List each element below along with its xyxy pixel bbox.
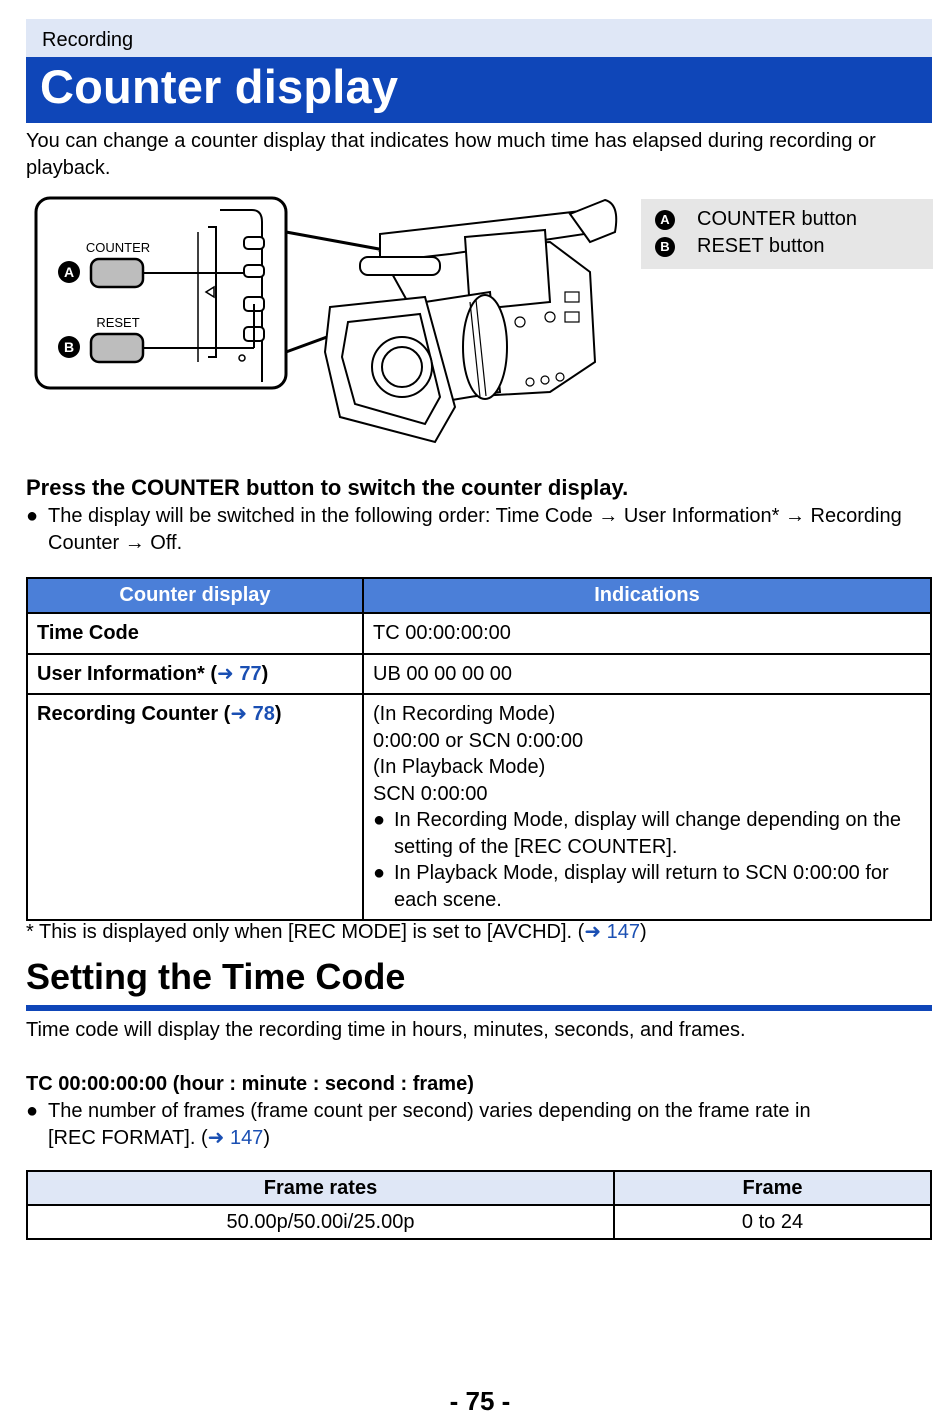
row-name-user-information [27,654,363,695]
row-name-end: ) [261,662,269,685]
page-title: Counter display [40,60,399,113]
legend-item-counter [655,208,857,231]
legend-badge-a: A [655,210,675,230]
row-value-user-information: UB 00 00 00 00 [363,654,931,695]
table-row [27,613,931,654]
page-link-78[interactable]: ➜ 78 [230,703,275,725]
indication-line: (In Playback Mode) [373,756,546,778]
timecode-bullet-content [26,1098,856,1152]
timecode-bullet [26,1098,856,1152]
badge-b-figure: B [63,339,75,355]
table-row [27,1205,931,1239]
table-row [27,654,931,695]
cell-frame-rate: 50.00p/50.00i/25.00p [27,1205,614,1239]
row-value-recording-counter [363,694,931,920]
timecode-bullet-end: ) [263,1127,270,1149]
bullet-dot: ● [26,505,39,527]
page-number: - 75 - [449,1386,511,1416]
footnote [26,919,647,944]
col-header-frame-rates: Frame rates [27,1171,614,1205]
row-name-time-code: Time Code [27,613,363,654]
legend-text-counter: COUNTER button [697,208,858,230]
section-label: Recording [42,29,134,51]
legend-text-reset: RESET button [697,235,825,257]
heading-rule [26,1005,932,1011]
counter-table [26,577,932,921]
cell-frame: 0 to 24 [614,1205,931,1239]
indication-bullet-text: In Recording Mode, display will change depending on the setting of the [REC COUNTER]. [394,809,902,858]
bullet-dot: ● [26,1100,39,1122]
counter-table-header [27,578,931,613]
row-value-time-code: TC 00:00:00:00 [363,613,931,654]
step-bullet [26,503,932,557]
badge-a-figure: A [63,264,75,280]
intro-text: You can change a counter display that indicates how much time has elapsed during recording or playback. [26,130,876,179]
row-name-recording-counter [27,694,363,920]
indication-bullet [373,807,921,860]
row-name-end: ) [274,703,282,725]
row-name-text: User Information* ( [37,662,218,685]
indication-line: 0:00:00 or SCN 0:00:00 [373,729,584,752]
col-header-frame: Frame [614,1171,931,1205]
row-name-text: Recording Counter ( [37,703,231,725]
reset-label: RESET [96,315,140,330]
page-link-147[interactable]: ➜ 147 [584,921,641,943]
legend-box [641,199,933,269]
indication-bullet-text: In Playback Mode, display will return to SCN 0:00:00 for each scene. [394,862,889,911]
camera-figure [30,192,630,450]
counter-label: COUNTER [85,240,151,255]
footnote-end: ) [640,921,647,943]
step-heading: Press the COUNTER button to switch the counter display. [26,475,629,500]
bullet-dot: ● [373,862,386,884]
indication-line: SCN 0:00:00 [373,782,488,805]
timecode-intro: Time code will display the recording time in hours, minutes, seconds, and frames. [26,1019,746,1041]
timecode-bullet-text: The number of frames (frame count per second) varies depending on the frame rate in [REC FORMAT]. ( [48,1100,811,1149]
indication-line: (In Recording Mode) [373,703,556,725]
indication-bullet [373,860,921,913]
page-link-147[interactable]: ➜ 147 [207,1127,264,1149]
step-bullet-text: The display will be switched in the following order: Time Code → User Information* → Recording Counter → Off. [48,505,902,554]
section-heading: Setting the Time Code [26,956,406,997]
table-row [27,694,931,920]
legend-badge-b: B [655,237,675,257]
col-header-indications: Indications [363,578,931,613]
footnote-text: * This is displayed only when [REC MODE] is set to [AVCHD]. ( [26,921,585,943]
timecode-format: TC 00:00:00:00 (hour : minute : second : frame) [26,1073,474,1095]
frame-table-header [27,1171,931,1205]
bullet-dot: ● [373,809,386,831]
page-link-77[interactable]: ➜ 77 [217,662,262,685]
frame-table [26,1170,932,1240]
col-header-counter-display: Counter display [27,578,363,613]
section-bar [26,19,932,57]
legend-item-reset [655,235,824,258]
